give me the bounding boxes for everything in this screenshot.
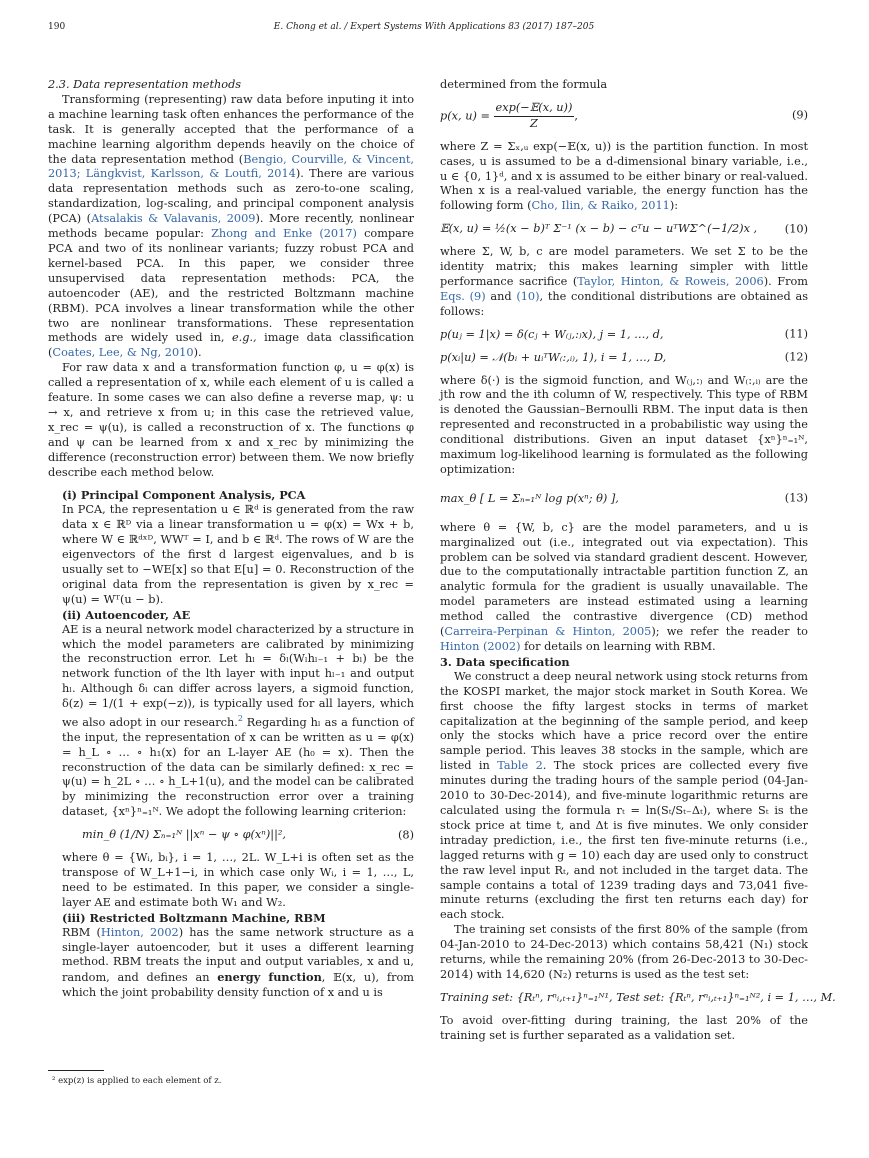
text: e.g.,: [231, 331, 257, 345]
paragraph: [440, 245, 808, 320]
citation-link[interactable]: Taylor, Hinton, & Roweis, 2006: [577, 274, 764, 288]
equation-body: p(x, u) =: [440, 109, 494, 123]
section-title: 2.3. Data representation methods: [48, 78, 242, 91]
fraction: [494, 101, 575, 132]
equation-number: (10): [784, 222, 808, 236]
equation-body: 𝔼(x, u) = ½(x − b)ᵀ Σ⁻¹ (x − b) − cᵀu − uᵀWΣ^(−1/2)x ,: [440, 222, 758, 236]
text: where Z = Σₓ,ᵤ exp(−𝔼(x, u)) is the partition function. In most cases, u is assumed to be a d-dimensional binary variable, i.e., u ∈ {0, 1}ᵈ, and x is assumed to be either binary or real-valued. When x is a real-valued variable, the energy function has the following form (: [440, 139, 808, 213]
equation-body: p(uⱼ = 1|x) = δ(cⱼ + W₍ⱼ,:₎x), j = 1, …, d,: [440, 327, 664, 341]
citation-link[interactable]: Atsalakis & Valavanis, 2009: [91, 212, 256, 226]
citation-link[interactable]: Cho, Ilin, & Raiko, 2011: [531, 199, 670, 213]
paragraph: where θ = {Wᵢ, bᵢ}, i = 1, …, 2L. W_L+i is often set as the transpose of W_L+1−i, in which case only Wᵢ, i = 1, …, L, need to be estimated. In this paper, we consider a single-layer AE and estimate both W₁ and W₂.: [62, 851, 414, 909]
list-item: [62, 488, 414, 607]
equation-body: max_θ [ L = Σₙ₌₁ᴺ log p(xⁿ; θ) ],: [440, 491, 619, 505]
denominator: Z: [530, 116, 538, 130]
text: ).: [193, 346, 202, 360]
citation-link[interactable]: Hinton (2002): [440, 640, 521, 653]
text: ):: [669, 199, 679, 213]
page-number: 190: [48, 22, 66, 32]
equation: [440, 990, 836, 1006]
equation-number: (9): [791, 108, 808, 122]
page-header: [48, 22, 820, 38]
paragraph: [440, 670, 808, 923]
equation: [440, 328, 808, 343]
paragraph: The training set consists of the first 80% of the sample (from 04-Jan-2010 to 24-Dec-2013) which contains 58,421 (N₁) stock returns, while the remaining 20% (from 26-Dec-2013 to 30-Dec-2014) with 14,620 (N₂) returns is used as the test set:: [440, 923, 808, 981]
paragraph: [48, 93, 414, 361]
equation-number: (8): [397, 828, 414, 842]
list-item-heading: (ii) Autoencoder, AE: [62, 607, 191, 622]
equation: [82, 828, 414, 843]
text: Regarding hₗ as a function of the input, the representation of x can be written as u = φ(x) = h_L ∘ … ∘ h₁(x) for an L-layer AE (h₀ = x). Then the reconstruction of the data can be similarly defined: x_rec = ψ(u) = h_2L ∘ … ∘ h_L+1(u), and the model can be calibrated by minimizing the reconstruction error over a training dataset, {xⁿ}ⁿ₌₁ᴺ. We adopt the following learning criterion:: [62, 715, 414, 819]
citation-link[interactable]: Carreira-Perpinan & Hinton, 2005: [444, 625, 652, 639]
paragraph: [440, 521, 808, 655]
equation: p(x, u) = $\frac{\text{exp(−𝔼(x, u))}}{Z}$ , (9): [440, 100, 808, 130]
list-item-heading: (iii) Restricted Boltzmann Machine, RBM: [62, 910, 326, 925]
text: , the conditional distributions are obtained as follows:: [440, 289, 808, 318]
citation-link[interactable]: Coates, Lee, & Ng, 2010: [52, 346, 194, 360]
paragraph: where δ(·) is the sigmoid function, and W₍ⱼ,:₎ and W₍:,ᵢ₎ are the jth row and the ith column of W, respectively. This type of RBM is denoted the Gaussian–Bernoulli RBM. The input data is then represented and reconstructed in a probabilistic way using the conditional distributions. Given an input dataset {xⁿ}ⁿ₌₁ᴺ, maximum log-likelihood learning is formulated as the following optimization:: [440, 373, 808, 476]
text: energy function: [217, 970, 322, 985]
equation-body: min_θ (1/N) Σₙ₌₁ᴺ ||xⁿ − ψ ∘ φ(xⁿ)||²,: [82, 828, 286, 842]
text: and: [485, 289, 517, 303]
equation-link[interactable]: (10): [516, 289, 540, 303]
text: where Σ, W, b, c are model parameters. We set Σ to be the identity matrix; this makes learning simpler with little performance sacrifice (: [440, 245, 808, 288]
text: ). From: [763, 274, 808, 288]
text: where θ = {W, b, c} are the model parameters, and u is marginalized out (i.e., integrated out via expectation). This problem can be solved via standard gradient descent. However, due to the computationally intractable partition function Z, an analytic formula for the gradient is usually unavailable. The model parameters are instead estimated using a learning method called the contrastive divergence (CD) method (: [440, 520, 808, 639]
text: . The stock prices are collected every five minutes during the trading hours of the sample period (04-Jan-2010 to 30-Dec-2014), and five-minute logarithmic returns are calculated using the formula rₜ = ln(Sₜ/Sₜ₋Δₜ), where Sₜ is the stock price at time t, and Δt is five minutes. We only consider intraday prediction, i.e., the first ten five-minute returns (i.e., lagged returns with g = 10) each day are used only to construct the raw level input Rₜ, and not included in the target data. The sample contains a total of 1239 trading days and 73,041 five-minute returns (excluding the first ten returns each day) for each stock.: [440, 759, 809, 922]
citation-link[interactable]: Zhong and Enke (2017): [211, 227, 357, 241]
paragraph: [62, 926, 414, 1002]
list-item-heading: (i) Principal Component Analysis, PCA: [62, 488, 306, 503]
text: ); we refer the reader to: [651, 625, 808, 639]
footnote: ² exp(z) is applied to each element of z.: [52, 1076, 222, 1086]
equation-number: (13): [784, 491, 808, 505]
table-link[interactable]: Table 2: [497, 759, 543, 773]
paragraph: For raw data x and a transformation function φ, u = φ(x) is called a representation of x, while each element of u is called a feature. In some cases we can also define a reverse map, ψ: u → x, and retrieve x from u; in this case the retrieved value, x_rec = ψ(u), is called a reconstruction of x. The functions φ and ψ can be learned from x and x_rec by minimizing the difference (reconstruction error) between them. We now briefly describe each method below.: [48, 361, 414, 479]
text: ) has the same network structure as a single-layer autoencoder, but it uses a different learning method. RBM treats the input and output variables, x and u, random, and defines an: [62, 925, 415, 985]
left-column: [48, 78, 414, 1001]
list-item: [62, 911, 414, 1001]
paragraph: [62, 623, 414, 821]
paragraph: [440, 140, 808, 215]
paragraph: In PCA, the representation u ∈ ℝᵈ is generated from the raw data x ∈ ℝᴰ via a linear transformation u = φ(x) = Wx + b, where W ∈ ℝᵈˣᴰ, WWᵀ = I, and b ∈ ℝᵈ. The rows of W are the eigenvectors of the first d largest eigenvalues, and b is usually set to −WE[x] so that E[u] = 0. Reconstruction of the original data from the representation is given by x_rec = ψ(u) = Wᵀ(u − b).: [62, 503, 414, 606]
equation-body: p(xᵢ|u) = 𝒩(bᵢ + uᵢᵀW₍:,ᵢ₎, 1), i = 1, …, D,: [440, 350, 667, 364]
right-column: [440, 78, 836, 1044]
text: RBM (: [62, 925, 101, 939]
numerator: exp(−𝔼(x, u)): [494, 101, 575, 117]
paragraph: To avoid over-fitting during training, the last 20% of the training set is further separated as a validation set.: [440, 1013, 808, 1042]
text: , 𝔼(x, u), from which the joint probability density function of x and u is: [62, 971, 414, 1000]
equation-body: Training set: {Rₜⁿ, rⁿᵢ,ₜ₊₁}ⁿ₌₁ᴺ¹, Test set: {Rₜⁿ, rⁿᵢ,ₜ₊₁}ⁿ₌₁ᴺ², i = 1, …, M.: [440, 990, 836, 1004]
text: AE is a neural network model characterized by a structure in which the model parameters are calibrated by minimizing the reconstruction error. Let hₗ = δₗ(Wₗhₗ₋₁ + bₗ) be the network function of the lth layer with input hₗ₋₁ and output hₗ. Although δₗ can differ across layers, a sigmoid function, δ(z) = 1/(1 + exp(−z)), is typically used for all layers, which we also adopt in our research.: [62, 622, 414, 729]
section-title: 3. Data specification: [440, 654, 570, 669]
equation-link[interactable]: Eqs. (9): [440, 289, 486, 303]
text: for details on learning with RBM.: [520, 640, 716, 653]
text: Transforming (representing) raw data before inputing it into a machine learning task often enhances the performance of the task. It is generally accepted that the performance of a machine learning algorithm depends heavily on the choice of the data representation method (: [48, 92, 414, 166]
footnote-link[interactable]: 2: [237, 714, 243, 724]
text: ). There are various data representation methods such as zero-to-one scaling, standardization, log-scaling, and principal component analysis (PCA) (: [48, 167, 414, 226]
text: image data classification (: [48, 331, 415, 360]
equation: [440, 492, 808, 507]
equation: [440, 351, 808, 366]
equation-number: (12): [784, 350, 808, 364]
text: We construct a deep neural network using stock returns from the KOSPI market, the major stock market in South Korea. We first choose the fifty largest stocks in terms of market capitalization at the beginning of the sample period, and keep only the stocks which have a price record over the entire sample period. This leaves 38 stocks in the sample, which are listed in: [440, 669, 808, 773]
footnote-divider: [48, 1070, 104, 1071]
text: compare PCA and two of its nonlinear variants; fuzzy robust PCA and kernel-based PCA. In this paper, we consider three unsupervised data representation methods: PCA, the autoencoder (AE), and the restricted Boltzmann machine (RBM). PCA involves a linear transformation while the other two are nonlinear transformations. These representation methods are widely used in,: [48, 227, 414, 345]
paragraph: determined from the formula: [440, 78, 608, 91]
equation: [440, 222, 808, 237]
citation-link[interactable]: Hinton, 2002: [100, 925, 179, 939]
list-item: [62, 608, 414, 911]
running-title: E. Chong et al. / Expert Systems With Applications 83 (2017) 187–205: [273, 22, 595, 32]
text: ). More recently, nonlinear methods became popular:: [48, 212, 414, 241]
citation-link[interactable]: Bengio, Courville, & Vincent, 2013; Längkvist, Karlsson, & Loutfi, 2014: [48, 152, 414, 181]
equation-number: (11): [784, 327, 808, 341]
